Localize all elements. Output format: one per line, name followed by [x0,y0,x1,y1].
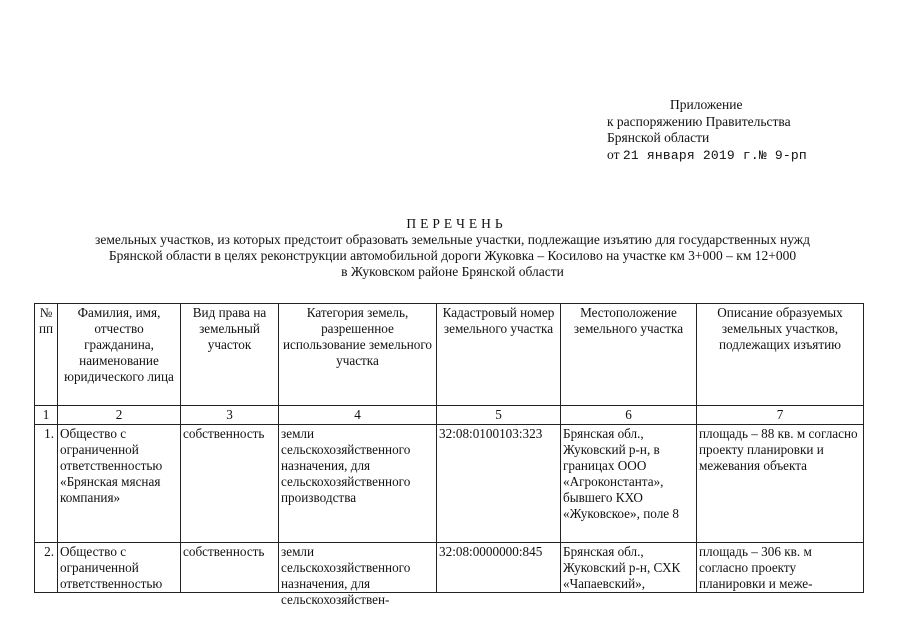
approval-prefix: от [607,146,620,162]
header-cell-location: Местоположение земельного участка [561,304,697,406]
column-number: 3 [181,406,279,425]
column-number: 7 [697,406,864,425]
land-plots-table [34,303,864,607]
title-line-3: в Жуковском районе Брянской области [341,264,564,279]
approval-line-3: Брянской области [607,130,710,145]
category-cell: земли сельскохозяйственного назначения, для сельскохозяйственного производства [279,425,437,543]
approval-date-line [607,147,807,165]
description-cell: площадь – 88 кв. м согласно проекту планировки и межевания объекта [697,425,864,543]
owner-cell: Общество с ограниченной ответственностью «Брянская мясная компания» [58,425,181,543]
header-cell-owner: Фамилия, имя, отчество гражданина, наименование юридического лица [58,304,181,406]
document-title [0,216,905,280]
owner-cell: Общество с ограниченной ответственностью [58,543,181,593]
column-number: 5 [437,406,561,425]
right-cell: собственность [181,543,279,593]
row-number: 2. [35,543,58,593]
location-cell: Брянская обл., Жуковский р-н, СХК «Чапаевский», [561,543,697,593]
location-cell: Брянская обл., Жуковский р-н, в границах ООО «Агроконстанта», бывшего КХО «Жуковское», поле 8 [561,425,697,543]
header-cell-description: Описание образуемых земельных участков, подлежащих изъятию [697,304,864,406]
column-number: 6 [561,406,697,425]
column-number: 1 [35,406,58,425]
header-cell-right: Вид права на земельный участок [181,304,279,406]
table-row [35,543,864,593]
approval-block [607,97,807,164]
column-number: 2 [58,406,181,425]
category-cell: земли сельскохозяйственного назначения, для сельскохозяйствен- [279,543,437,593]
cadastral-cell: 32:08:0100103:323 [437,425,561,543]
approval-signature: 21 января 2019 г.№ 9-рп [622,147,807,163]
approval-title: Приложение [670,97,743,112]
description-cell: площадь – 306 кв. м согласно проекту планировки и меже- [697,543,864,593]
header-cell-category: Категория земель, разрешенное использование земельного участка [279,304,437,406]
header-cell-num: № пп [35,304,58,406]
header-cell-cadastral: Кадастровый номер земельного участка [437,304,561,406]
title-line-2: Брянской области в целях реконструкции автомобильной дороги Жуковка – Косилово на участке км 3+000 – км 12+000 [108,248,797,263]
title-line-1: земельных участков, из которых предстоит образовать земельные участки, подлежащие изъятию для государственных нужд [95,232,810,247]
column-number: 4 [279,406,437,425]
document-heading: ПЕРЕЧЕНЬ [406,216,507,231]
row-number: 1. [35,425,58,543]
table-row [35,425,864,543]
header-row [35,304,864,406]
cadastral-cell: 32:08:0000000:845 [437,543,561,593]
column-number-row [35,406,864,425]
right-cell: собственность [181,425,279,543]
approval-line-2: к распоряжению Правительства [607,113,791,129]
